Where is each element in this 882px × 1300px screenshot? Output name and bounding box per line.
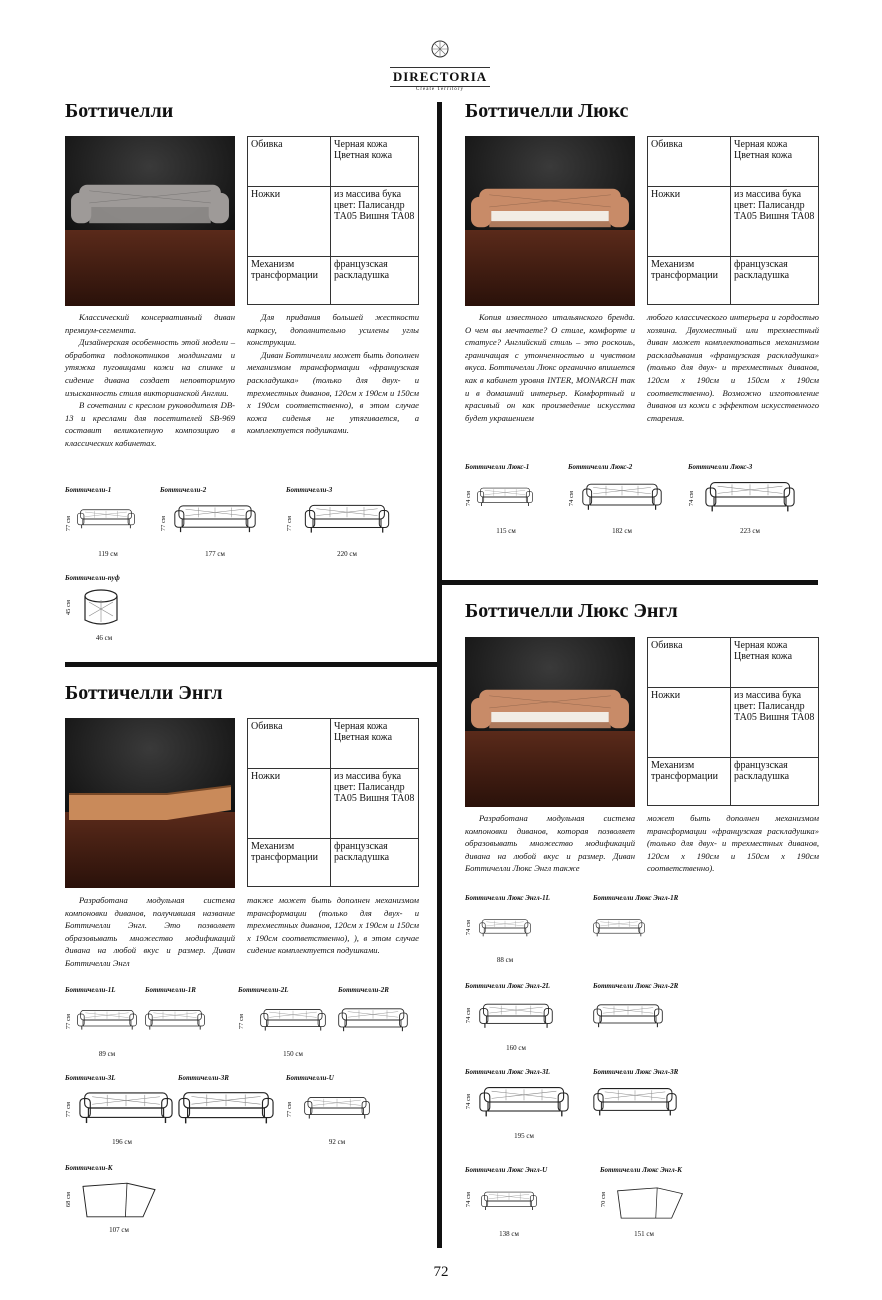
spec-label-mechanism: Механизм трансформации — [248, 839, 331, 887]
model-height: 70 см — [600, 1192, 607, 1208]
description-col1-botticelli — [65, 311, 235, 450]
model-botticelli-2 — [160, 486, 270, 564]
spec-value-legs: из массива бука цвет: Палисандр ТА05 Вишня ТА08 — [731, 187, 819, 257]
model-name: Боттичелли-U — [286, 1074, 334, 1082]
paragraph: может быть дополнен механизмом трансформации «французская раскладушка» (только для двух- и трехместных диванов, 120см х 190см и 150см х 190см соответственно). — [647, 813, 819, 874]
model-botticelli-3r — [178, 1074, 278, 1152]
section-title-botticelli-lux-angle: Боттичелли Люкс Энгл — [465, 600, 678, 622]
model-botticelli-lux-angle-u — [465, 1166, 585, 1244]
model-height: 77 см — [65, 1014, 72, 1030]
spec-value-legs: из массива бука цвет: Палисандр ТА05 Вишня ТА08 — [331, 769, 419, 839]
sofa-module-icon — [260, 1000, 326, 1040]
paragraph: Разработана модульная система компоновки диванов, которая позволяет образовывать множество модификаций дивана на любой вкус и размер. Диван Боттичелли Люкс Энгл также — [465, 813, 635, 874]
model-name: Боттичелли-2 — [160, 486, 207, 494]
spec-label-legs: Ножки — [648, 187, 731, 257]
model-width: 150 см — [283, 1050, 303, 1058]
model-botticelli-3l — [65, 1074, 177, 1152]
model-name: Боттичелли-1L — [65, 986, 116, 994]
sofa-module-icon — [145, 1000, 205, 1040]
spec-value-upholstery: Черная кожа Цветная кожа — [331, 719, 419, 769]
description-col2-botticelli-lux — [647, 311, 819, 424]
corner-sofa-photo-icon — [67, 780, 233, 826]
vertical-divider-bottom — [437, 668, 442, 1248]
spec-table-botticelli — [247, 136, 419, 305]
model-name: Боттичелли Люкс Энгл-U — [465, 1166, 548, 1174]
sofa-module-icon — [593, 996, 663, 1036]
section-title-botticelli-lux: Боттичелли Люкс — [465, 100, 629, 122]
sofa-two-seat-icon — [174, 502, 256, 536]
sofa-module-icon — [479, 1082, 569, 1122]
model-height: 74 см — [688, 491, 695, 507]
model-name: Боттичелли Люкс Энгл-2R — [593, 982, 679, 990]
paragraph: любого классического интерьера и гордостью хозяина. Двухместный или трехместный диван может комплектоваться механизмом раскладывания «французская раскладушка» (только для двух- и трехместных диванов, 120см х 190см и 150см х 190см соответственно). Возможно изготовление диванов из кожи с эффектом искусственного старения. — [647, 312, 819, 423]
spec-label-upholstery: Обивка — [648, 137, 731, 187]
model-height: 77 см — [160, 516, 167, 532]
sofa-photo-icon — [469, 180, 631, 242]
description-col1-botticelli-lux — [465, 311, 635, 424]
brand-tagline: Create Territory — [416, 87, 464, 92]
section-title-botticelli: Боттичелли — [65, 100, 174, 122]
model-width: 220 см — [337, 550, 357, 558]
armchair-icon — [77, 502, 135, 536]
spec-label-legs: Ножки — [248, 769, 331, 839]
spec-value-mechanism: французская раскладушка — [331, 839, 419, 887]
description-col2-botticelli-lux-angle — [647, 812, 819, 875]
spec-value-legs: из массива бука цвет: Палисандр ТА05 Вишня ТА08 — [331, 187, 419, 257]
corner-module-icon — [481, 1180, 537, 1222]
model-name: Боттичелли-пуф — [65, 574, 120, 582]
model-name: Боттичелли Люкс Энгл-1L — [465, 894, 550, 902]
description-col2-botticelli-angle — [247, 894, 419, 957]
model-width: 119 см — [98, 550, 118, 558]
model-botticelli-lux-angle-1l — [465, 894, 585, 970]
product-photo-botticelli-lux — [465, 136, 635, 306]
product-photo-botticelli-angle — [65, 718, 235, 888]
model-botticelli-lux-1 — [465, 463, 565, 541]
model-width: 92 см — [328, 1138, 346, 1146]
model-botticelli-1l — [65, 986, 143, 1062]
sofa-module-icon — [338, 1000, 408, 1040]
description-col2-botticelli — [247, 311, 419, 437]
spec-label-upholstery: Обивка — [248, 137, 331, 187]
model-botticelli-k — [65, 1164, 175, 1240]
model-height: 77 см — [286, 1102, 293, 1118]
model-botticelli-2l — [238, 986, 338, 1062]
spec-value-mechanism: французская раскладушка — [331, 257, 419, 305]
section-title-botticelli-angle: Боттичелли Энгл — [65, 682, 223, 704]
model-width: 138 см — [499, 1230, 519, 1238]
model-name: Боттичелли-1 — [65, 486, 112, 494]
model-width: 46 см — [95, 634, 113, 642]
model-botticelli-pouf — [65, 574, 155, 646]
model-height: 74 см — [568, 491, 575, 507]
spec-label-legs: Ножки — [648, 688, 731, 758]
horizontal-divider-left — [65, 662, 442, 667]
brand-logo — [390, 38, 490, 92]
model-botticelli-1r — [145, 986, 223, 1062]
paragraph: Копия известного итальянского бренда. О чем вы мечтаете? О стиле, комфорте и статусе? Английский стиль – это роскошь, граничащая с утонченностью и чувством вкуса. Боттичелли Люкс органично впишется как в кабинет уровня INTER, MONARCH так и в домашний интерьер. Комфортный и красивый он как произведение искусства будет украшением — [465, 312, 635, 423]
product-photo-botticelli — [65, 136, 235, 306]
model-botticelli-lux-angle-3l — [465, 1068, 585, 1146]
pouf-icon — [81, 586, 121, 630]
sofa-two-seat-icon — [582, 479, 662, 515]
model-height: 74 см — [465, 1192, 472, 1208]
paragraph: также может быть дополнен механизмом трансформации (только для двух- и трехместных диванов, 120см х 190см и 150см х 190см соответственно), ), в этом случае сидение комплектуется подушками. — [247, 895, 419, 956]
sofa-module-icon — [593, 1082, 677, 1122]
sofa-three-seat-icon — [300, 502, 394, 536]
sofa-photo-icon — [469, 681, 631, 743]
spec-label-legs: Ножки — [248, 187, 331, 257]
model-height: 74 см — [465, 1008, 472, 1024]
model-height: 45 см — [65, 600, 72, 616]
sofa-module-icon — [593, 908, 645, 948]
paragraph: Для придания большей жесткости каркасу, дополнительно усилены углы конструкции. — [247, 312, 419, 348]
model-botticelli-lux-2 — [568, 463, 678, 541]
spec-table-botticelli-angle — [247, 718, 419, 887]
model-width: 115 см — [496, 527, 516, 535]
spec-table-botticelli-lux-angle — [647, 637, 819, 806]
spec-label-upholstery: Обивка — [248, 719, 331, 769]
model-name: Боттичелли Люкс Энгл-3L — [465, 1068, 550, 1076]
paragraph: Разработана модульная система компоновки диванов, получившая название Боттичелли Энгл. Это позволяет образовывать множество модификаций дивана на любой вкус и размер. Диван Боттичелли Энгл — [65, 895, 235, 968]
wedge-module-icon — [79, 1178, 159, 1222]
spec-value-mechanism: французская раскладушка — [731, 758, 819, 806]
model-name: Боттичелли-К — [65, 1164, 113, 1172]
model-name: Боттичелли Люкс-2 — [568, 463, 633, 471]
model-name: Боттичелли-2L — [238, 986, 289, 994]
model-height: 77 см — [65, 1102, 72, 1118]
model-botticelli-lux-angle-k — [600, 1166, 720, 1244]
model-name: Боттичелли Люкс Энгл-3R — [593, 1068, 679, 1076]
model-height: 74 см — [465, 491, 472, 507]
spec-label-mechanism: Механизм трансформации — [648, 758, 731, 806]
sofa-photo-icon — [69, 176, 231, 238]
model-width: 196 см — [112, 1138, 132, 1146]
model-botticelli-1 — [65, 486, 155, 564]
model-name: Боттичелли-3R — [178, 1074, 229, 1082]
paragraph: В сочетании с креслом руководителя DB-13 и креслами для посетителей SB-969 составит великолепную композицию в классических кабинетах. — [65, 400, 235, 448]
model-name: Боттичелли Люкс-3 — [688, 463, 753, 471]
spec-value-upholstery: Черная кожа Цветная кожа — [331, 137, 419, 187]
sofa-module-icon — [178, 1088, 274, 1128]
model-name: Боттичелли Люкс Энгл-К — [600, 1166, 682, 1174]
sofa-three-seat-icon — [702, 479, 798, 515]
spec-label-mechanism: Механизм трансформации — [248, 257, 331, 305]
model-height: 68 см — [65, 1192, 72, 1208]
spec-value-upholstery: Черная кожа Цветная кожа — [731, 137, 819, 187]
model-width: 89 см — [98, 1050, 116, 1058]
model-height: 77 см — [286, 516, 293, 532]
model-botticelli-u — [286, 1074, 386, 1152]
spec-table-botticelli-lux — [647, 136, 819, 305]
crest-icon — [420, 38, 460, 60]
model-width: 195 см — [514, 1132, 534, 1140]
corner-module-icon — [304, 1088, 370, 1128]
model-width: 151 см — [634, 1230, 654, 1238]
model-botticelli-lux-angle-2r — [593, 982, 713, 1058]
model-botticelli-lux-3 — [688, 463, 813, 541]
horizontal-divider-right — [442, 580, 818, 585]
model-width: 107 см — [109, 1226, 129, 1234]
spec-value-mechanism: французская раскладушка — [731, 257, 819, 305]
model-width: 88 см — [496, 956, 514, 964]
model-botticelli-2r — [338, 986, 418, 1062]
armchair-icon — [477, 479, 533, 515]
model-name: Боттичелли-1R — [145, 986, 196, 994]
paragraph: Дизайнерская особенность этой модели – обработка подлокотников молдингами и утяжка пуговицами кожи на спинке и сидение дивана создает неповторимую изысканность стиля викторианской Англии. — [65, 337, 235, 398]
model-height: 74 см — [465, 920, 472, 936]
model-width: 177 см — [205, 550, 225, 558]
page-number: 72 — [433, 1264, 449, 1280]
spec-value-legs: из массива бука цвет: Палисандр ТА05 Вишня ТА08 — [731, 688, 819, 758]
model-name: Боттичелли Люкс Энгл-2L — [465, 982, 550, 990]
model-name: Боттичелли-3 — [286, 486, 333, 494]
model-name: Боттичелли Люкс Энгл-1R — [593, 894, 679, 902]
sofa-module-icon — [479, 996, 553, 1036]
description-col1-botticelli-angle — [65, 894, 235, 970]
wedge-module-icon — [614, 1182, 686, 1224]
spec-label-mechanism: Механизм трансформации — [648, 257, 731, 305]
model-width: 223 см — [740, 527, 760, 535]
product-photo-botticelli-lux-angle — [465, 637, 635, 807]
model-botticelli-lux-angle-1r — [593, 894, 713, 970]
spec-value-upholstery: Черная кожа Цветная кожа — [731, 638, 819, 688]
model-botticelli-3 — [286, 486, 406, 564]
description-col1-botticelli-lux-angle — [465, 812, 635, 875]
sofa-module-icon — [79, 1088, 173, 1128]
sofa-module-icon — [479, 908, 531, 948]
brand-name: DIRECTORIA — [390, 67, 490, 87]
model-width: 160 см — [506, 1044, 526, 1052]
paragraph: Классический консервативный диван премиум-сегмента. — [65, 312, 235, 335]
model-name: Боттичелли-2R — [338, 986, 389, 994]
paragraph: Диван Боттичелли может быть дополнен механизмом трансформации «французская раскладушка» (только для двух- и трехместных диванов, 120см х 190см и 150см х 190см соответственно), в этом случае кожа сиденья не утягивается, а комплектуется подушками. — [247, 349, 419, 436]
sofa-module-icon — [77, 1000, 137, 1040]
model-height: 77 см — [238, 1014, 245, 1030]
model-botticelli-lux-angle-2l — [465, 982, 585, 1058]
spec-label-upholstery: Обивка — [648, 638, 731, 688]
model-height: 74 см — [465, 1094, 472, 1110]
model-width: 182 см — [612, 527, 632, 535]
model-botticelli-lux-angle-3r — [593, 1068, 713, 1146]
model-height: 77 см — [65, 516, 72, 532]
model-name: Боттичелли-3L — [65, 1074, 116, 1082]
model-name: Боттичелли Люкс-1 — [465, 463, 530, 471]
